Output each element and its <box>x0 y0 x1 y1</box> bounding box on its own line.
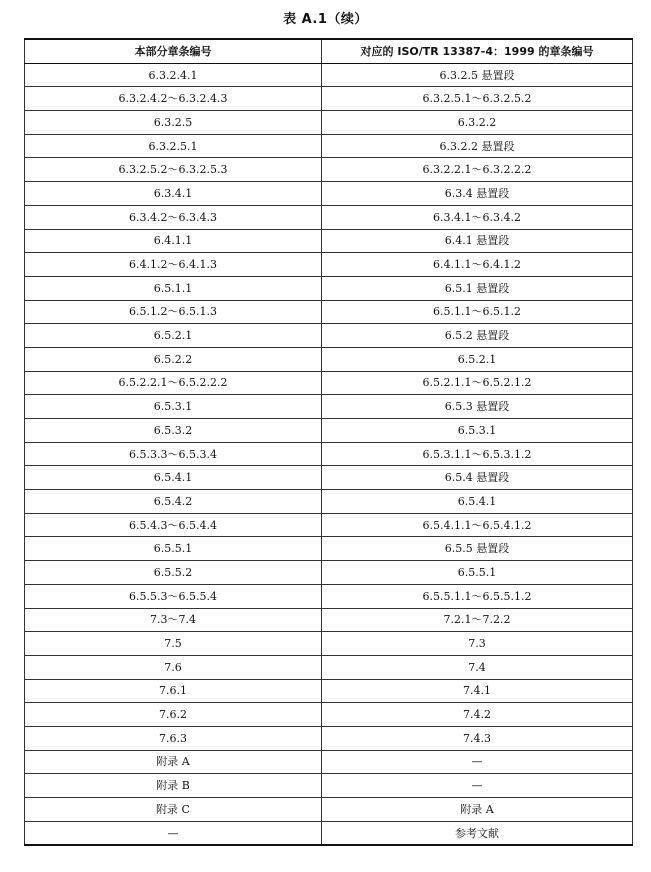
cell-iso-clause: 6.3.2.2.1～6.3.2.2.2 <box>322 158 633 182</box>
cell-this-part-clause: 6.5.1.2～6.5.1.3 <box>25 300 322 324</box>
table-row <box>25 490 633 514</box>
cell-this-part-clause: 6.3.2.4.1 <box>25 63 322 87</box>
table-row <box>25 324 633 348</box>
table-row <box>25 561 633 585</box>
cell-this-part-clause: 6.5.4.3～6.5.4.4 <box>25 513 322 537</box>
cell-this-part-clause: 6.5.5.2 <box>25 561 322 585</box>
cell-this-part-clause: 6.5.2.2.1～6.5.2.2.2 <box>25 371 322 395</box>
cell-this-part-clause: 6.3.2.5.2～6.3.2.5.3 <box>25 158 322 182</box>
cell-iso-clause: 6.4.1.1～6.4.1.2 <box>322 253 633 277</box>
cell-iso-clause: 6.5.5 悬置段 <box>322 537 633 561</box>
clause-correspondence-table <box>24 38 633 846</box>
table-row <box>25 158 633 182</box>
cell-iso-clause: 附录 A <box>322 798 633 822</box>
table-row <box>25 537 633 561</box>
table-row <box>25 111 633 135</box>
cell-this-part-clause: 6.5.3.1 <box>25 395 322 419</box>
cell-this-part-clause: 7.3～7.4 <box>25 608 322 632</box>
cell-this-part-clause: 6.5.2.2 <box>25 347 322 371</box>
table-header-row <box>25 39 633 63</box>
cell-iso-clause: 6.4.1 悬置段 <box>322 229 633 253</box>
cell-iso-clause: 6.3.4.1～6.3.4.2 <box>322 205 633 229</box>
cell-iso-clause: — <box>322 750 633 774</box>
cell-this-part-clause: — <box>25 821 322 845</box>
table-row <box>25 608 633 632</box>
cell-this-part-clause: 7.6 <box>25 655 322 679</box>
cell-iso-clause: 6.5.5.1 <box>322 561 633 585</box>
table-title: 表 A.1（续） <box>283 12 368 27</box>
cell-this-part-clause: 6.5.5.3～6.5.5.4 <box>25 584 322 608</box>
table-row <box>25 371 633 395</box>
cell-iso-clause: 6.5.1.1～6.5.1.2 <box>322 300 633 324</box>
cell-this-part-clause: 6.5.1.1 <box>25 276 322 300</box>
cell-this-part-clause: 6.5.5.1 <box>25 537 322 561</box>
cell-iso-clause: 6.5.5.1.1～6.5.5.1.2 <box>322 584 633 608</box>
cell-this-part-clause: 6.4.1.2～6.4.1.3 <box>25 253 322 277</box>
table-row <box>25 419 633 443</box>
table-row <box>25 347 633 371</box>
cell-this-part-clause: 7.6.1 <box>25 679 322 703</box>
cell-iso-clause: 6.5.2.1 <box>322 347 633 371</box>
cell-iso-clause: 6.3.2.5 悬置段 <box>322 63 633 87</box>
cell-this-part-clause: 6.3.4.2～6.3.4.3 <box>25 205 322 229</box>
table-row <box>25 679 633 703</box>
cell-iso-clause: 6.5.1 悬置段 <box>322 276 633 300</box>
cell-iso-clause: 6.5.4.1.1～6.5.4.1.2 <box>322 513 633 537</box>
table-row <box>25 63 633 87</box>
cell-this-part-clause: 附录 B <box>25 774 322 798</box>
cell-this-part-clause: 7.6.2 <box>25 703 322 727</box>
table-row <box>25 798 633 822</box>
table-row <box>25 87 633 111</box>
cell-this-part-clause: 6.5.3.3～6.5.3.4 <box>25 442 322 466</box>
table-row <box>25 253 633 277</box>
table-row <box>25 821 633 845</box>
table-row <box>25 442 633 466</box>
cell-iso-clause: 7.3 <box>322 632 633 656</box>
cell-this-part-clause: 6.3.2.4.2～6.3.2.4.3 <box>25 87 322 111</box>
table-body <box>25 63 633 845</box>
cell-this-part-clause: 附录 A <box>25 750 322 774</box>
table-row <box>25 726 633 750</box>
table-row <box>25 182 633 206</box>
cell-iso-clause: 6.3.2.2 悬置段 <box>322 134 633 158</box>
cell-iso-clause: 6.5.2 悬置段 <box>322 324 633 348</box>
table-row <box>25 774 633 798</box>
cell-iso-clause: 6.5.3.1 <box>322 419 633 443</box>
column-header-iso-tr: 对应的 ISO/TR 13387-4：1999 的章条编号 <box>322 39 633 63</box>
cell-this-part-clause: 7.5 <box>25 632 322 656</box>
cell-iso-clause: 6.3.2.2 <box>322 111 633 135</box>
table-row <box>25 276 633 300</box>
cell-this-part-clause: 6.5.4.1 <box>25 466 322 490</box>
cell-iso-clause: 参考文献 <box>322 821 633 845</box>
cell-iso-clause: 6.5.4.1 <box>322 490 633 514</box>
cell-iso-clause: 7.2.1～7.2.2 <box>322 608 633 632</box>
cell-iso-clause: — <box>322 774 633 798</box>
cell-iso-clause: 6.3.2.5.1～6.3.2.5.2 <box>322 87 633 111</box>
cell-iso-clause: 6.3.4 悬置段 <box>322 182 633 206</box>
table-row <box>25 584 633 608</box>
table-row <box>25 513 633 537</box>
cell-iso-clause: 7.4 <box>322 655 633 679</box>
cell-this-part-clause: 7.6.3 <box>25 726 322 750</box>
table-row <box>25 750 633 774</box>
table-row <box>25 466 633 490</box>
table-row <box>25 703 633 727</box>
cell-this-part-clause: 6.5.4.2 <box>25 490 322 514</box>
column-header-this-part: 本部分章条编号 <box>25 39 322 63</box>
cell-iso-clause: 6.5.4 悬置段 <box>322 466 633 490</box>
cell-this-part-clause: 6.3.2.5.1 <box>25 134 322 158</box>
cell-this-part-clause: 附录 C <box>25 798 322 822</box>
table-row <box>25 205 633 229</box>
cell-this-part-clause: 6.3.2.5 <box>25 111 322 135</box>
table-row <box>25 134 633 158</box>
cell-iso-clause: 6.5.2.1.1～6.5.2.1.2 <box>322 371 633 395</box>
table-row <box>25 300 633 324</box>
cell-iso-clause: 7.4.2 <box>322 703 633 727</box>
table-row <box>25 229 633 253</box>
cell-this-part-clause: 6.5.3.2 <box>25 419 322 443</box>
table-row <box>25 395 633 419</box>
table-row <box>25 632 633 656</box>
cell-this-part-clause: 6.4.1.1 <box>25 229 322 253</box>
cell-iso-clause: 7.4.3 <box>322 726 633 750</box>
cell-this-part-clause: 6.3.4.1 <box>25 182 322 206</box>
cell-this-part-clause: 6.5.2.1 <box>25 324 322 348</box>
cell-iso-clause: 7.4.1 <box>322 679 633 703</box>
cell-iso-clause: 6.5.3.1.1～6.5.3.1.2 <box>322 442 633 466</box>
cell-iso-clause: 6.5.3 悬置段 <box>322 395 633 419</box>
table-row <box>25 655 633 679</box>
